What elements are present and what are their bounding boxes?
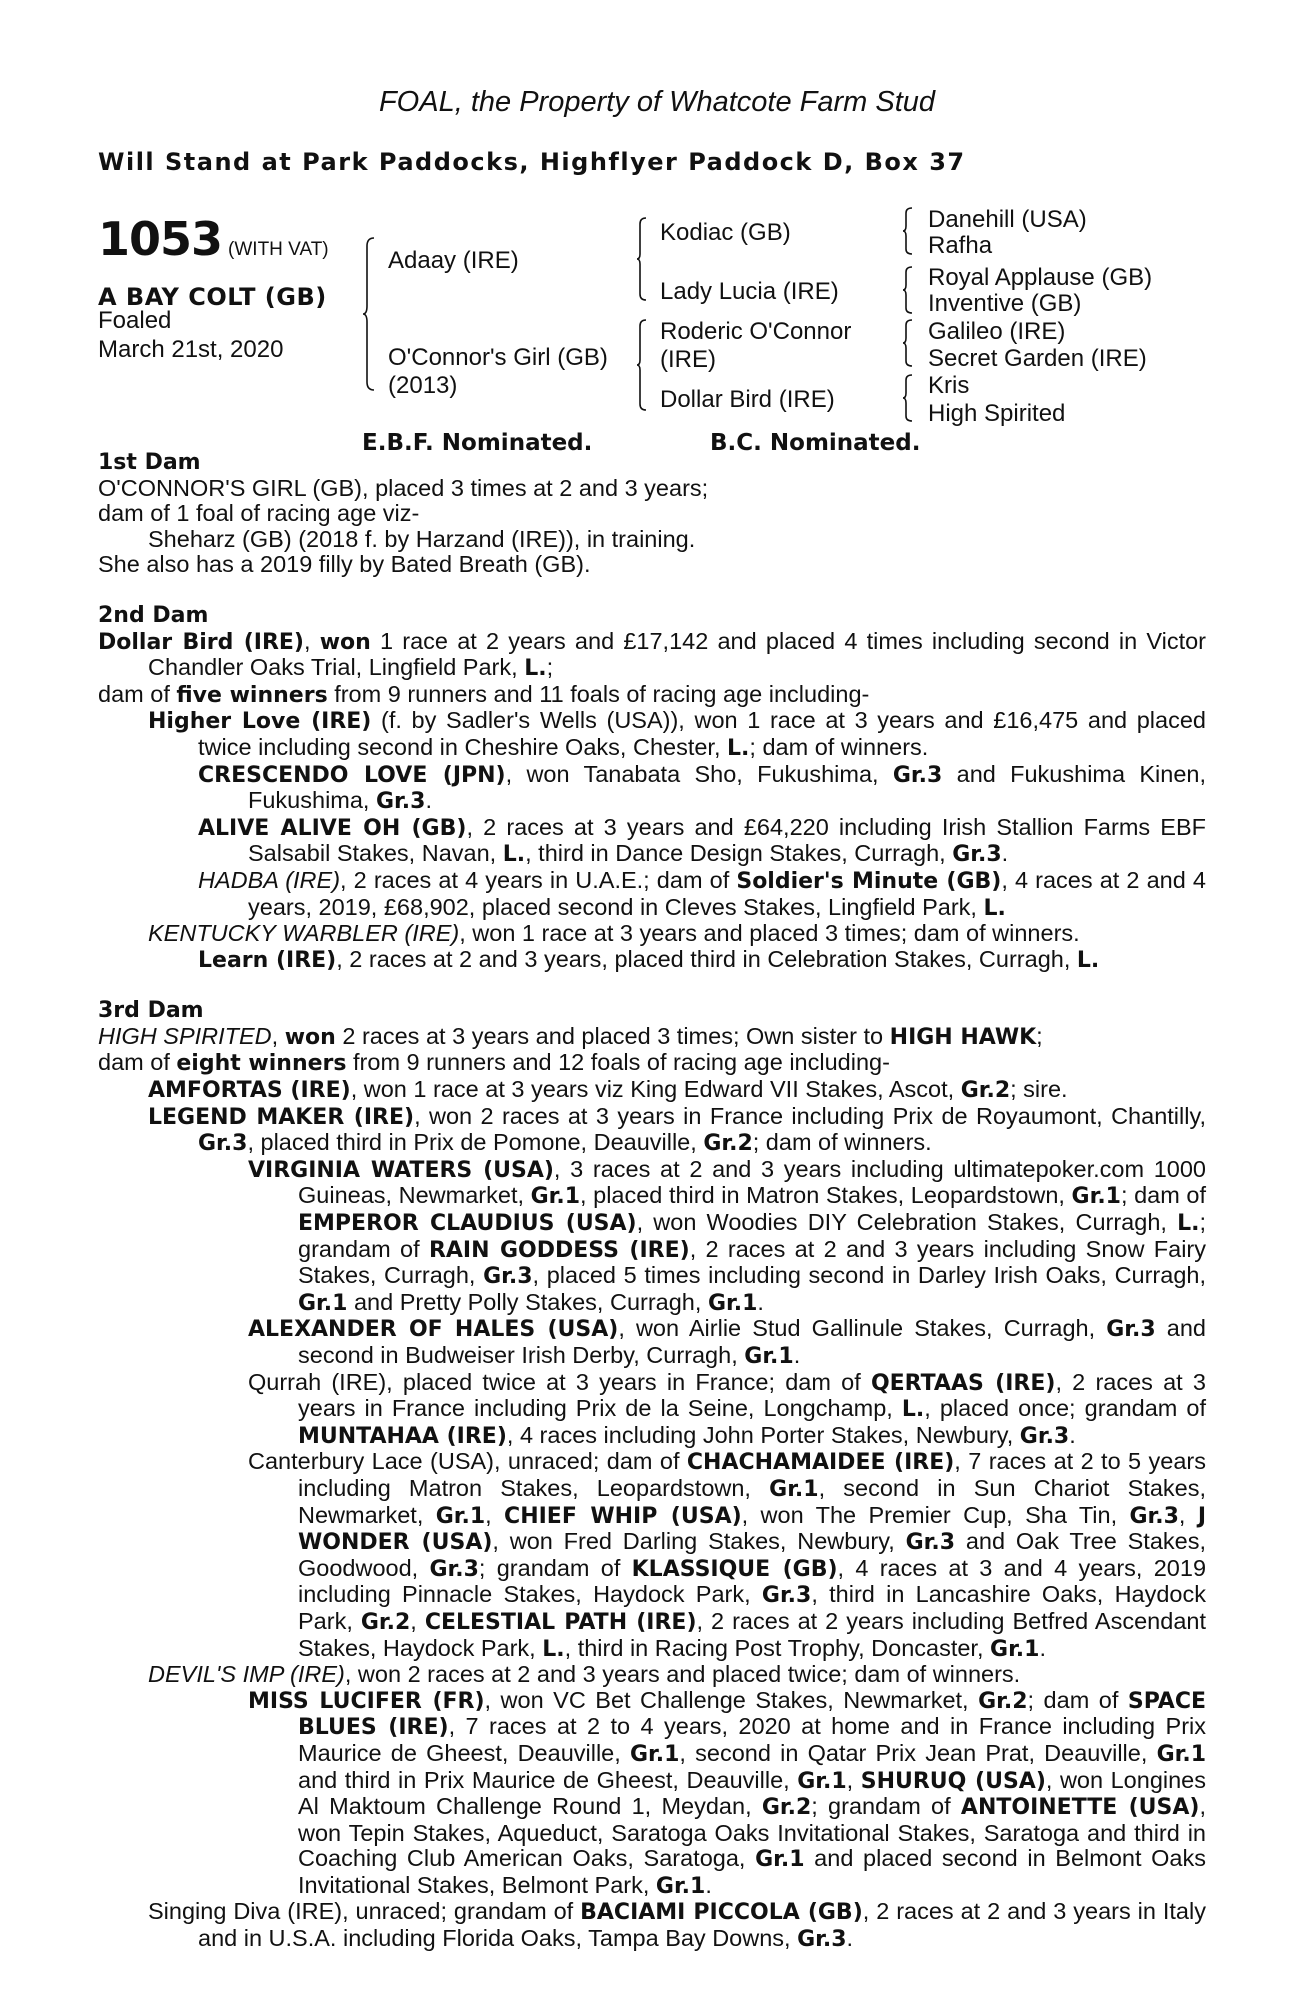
first-dam-heading: 1st Dam [98,450,201,475]
grandsire-4: Kris [928,372,970,399]
third-dam-entry: HIGH SPIRITED, won 2 races at 3 years and placed 3 times; Own sister to HIGH HAWK; [98,1022,1043,1050]
produce-entry: CRESCENDO LOVE (JPN), won Tanabata Sho, Fukushima, Gr.3 and Fukushima Kinen, Fukushima, Gr.3. [198,760,1207,815]
third-dam-heading: 3rd Dam [98,998,204,1024]
grandsire-2: Royal Applause (GB) [928,264,1153,291]
ebf-nominated: E.B.F. Nominated. [362,430,593,456]
pedigree-brace-g1 [902,206,914,256]
pedigree-brace-sire [636,216,648,302]
second-dam-summary: dam of five winners from 9 runners and 11 foals of racing age including- [98,680,870,708]
stand-location: Will Stand at Park Paddocks, Highflyer Paddock D, Box 37 [98,148,966,176]
pedigree-brace-main [362,236,376,392]
lot-description: A BAY COLT (GB) [98,283,327,311]
first-dam-line: O'CONNOR'S GIRL (GB), placed 3 times at 2 and 3 years; [98,474,709,501]
produce-entry: MISS LUCIFER (FR), won VC Bet Challenge Stakes, Newmarket, Gr.2; dam of SPACE BLUES (IRE), 7 races at 2 to 4 years, 2020 at home and in France including Prix Maurice de Gheest, Deauville, Gr.1, second in Qatar Prix Jean Prat, Deauville, Gr.1 and third in Prix Maurice de Gheest, Deauville, Gr.1, SHURUQ (USA), won Longines Al Maktoum Challenge Round 1, Meydan, Gr.2; grandam of ANTOINETTE (USA), won Tepin Stakes, Aqueduct, Saratoga Oaks Invitational Stakes, Saratoga and third in Coaching Club American Oaks, Saratoga, Gr.1 and placed second in Belmont Oaks Invitational Stakes, Belmont Park, Gr.1. [248,1686,1207,1899]
produce-entry: Higher Love (IRE) (f. by Sadler's Wells (USA)), won 1 race at 3 years and £16,475 and placed twice including second in Cheshire Oaks, Chester, L.; dam of winners. [148,707,1206,761]
sire: Adaay (IRE) [388,247,519,274]
first-dam-foal: Sheharz (GB) (2018 f. by Harzand (IRE)), in training. [148,525,696,552]
lot-header [98,212,329,266]
dam-name: O'Connor's Girl (GB) [388,344,608,371]
produce-entry: HADBA (IRE), 2 races at 4 years in U.A.E.; dam of Soldier's Minute (GB), 4 races at 2 and 4 years, 2019, £68,902, placed second in Cleves Stakes, Lingfield Park, L. [198,866,1206,921]
pedigree-brace-dam [636,318,648,412]
grandsire-1: Danehill (USA) [928,206,1087,233]
dam-year: (2013) [388,372,458,399]
granddam-3: Secret Garden (IRE) [928,345,1147,372]
foaled-label: Foaled [98,307,172,334]
foaled-date: March 21st, 2020 [98,336,284,363]
produce-record [98,450,1206,1953]
produce-entry: Singing Diva (IRE), unraced; grandam of BACIAMI PICCOLA (GB), 2 races at 2 and 3 years in Italy and in U.S.A. including Florida Oaks, Tampa Bay Downs, Gr.3. [148,1898,1206,1953]
produce-entry: LEGEND MAKER (IRE), won 2 races at 3 years in France including Prix de Royaumont, Chantilly, Gr.3, placed third in Prix de Pomone, Deauville, Gr.2; dam of winners. [148,1102,1206,1157]
granddam-4: High Spirited [928,400,1066,427]
bc-nominated: B.C. Nominated. [710,430,921,456]
produce-entry: KENTUCKY WARBLER (IRE), won 1 race at 3 years and placed 3 times; dam of winners. [148,920,1080,947]
produce-entry: VIRGINIA WATERS (USA), 3 races at 2 and 3 years including ultimatepoker.com 1000 Guineas, Newmarket, Gr.1, placed third in Matron Stakes, Leopardstown, Gr.1; dam of EMPEROR CLAUDIUS (USA), won Woodies DIY Celebration Stakes, Curragh, L.; grandam of RAIN GODDESS (IRE), 2 races at 2 and 3 years including Snow Fairy Stakes, Curragh, Gr.3, placed 5 times including second in Darley Irish Oaks, Curragh, Gr.1 and Pretty Polly Stakes, Curragh, Gr.1. [248,1155,1206,1316]
granddam-2: Inventive (GB) [928,290,1082,317]
dam-sire-name: Roderic O'Connor [660,318,852,345]
first-dam-line: She also has a 2019 filly by Bated Breath (GB). [98,551,591,578]
produce-entry: Learn (IRE), 2 races at 2 and 3 years, placed third in Celebration Stakes, Curragh, L. [198,945,1100,973]
first-dam-line: dam of 1 foal of racing age viz- [98,500,420,527]
dam [388,344,608,400]
pedigree-brace-g4 [902,373,914,423]
produce-entry: Canterbury Lace (USA), unraced; dam of CHACHAMAIDEE (IRE), 7 races at 2 to 5 years including Matron Stakes, Leopardstown, Gr.1, second in Sun Chariot Stakes, Newmarket, Gr.1, CHIEF WHIP (USA), won The Premier Cup, Sha Tin, Gr.3, J WONDER (USA), won Fred Darling Stakes, Newbury, Gr.3 and Oak Tree Stakes, Goodwood, Gr.3; grandam of KLASSIQUE (GB), 4 races at 3 and 4 years, 2019 including Pinnacle Stakes, Haydock Park, Gr.3, third in Lancashire Oaks, Haydock Park, Gr.2, CELESTIAL PATH (IRE), 2 races at 2 years including Betfred Ascendant Stakes, Haydock Park, L., third in Racing Post Trophy, Doncaster, Gr.1. [248,1448,1207,1662]
granddam-1: Rafha [928,232,993,259]
second-dam-entry: Dollar Bird (IRE), won 1 race at 2 years and £17,142 and placed 4 times including second in Victor Chandler Oaks Trial, Lingfield Park, L.; [98,627,1206,682]
foaled-block [98,306,283,364]
pedigree-brace-g3 [902,318,914,368]
produce-entry: AMFORTAS (IRE), won 1 race at 3 years viz King Edward VII Stakes, Ascot, Gr.2; sire. [148,1076,1068,1104]
dam-sire [660,318,851,374]
produce-entry: DEVIL'S IMP (IRE), won 2 races at 2 and 3 years and placed twice; dam of winners. [148,1661,1021,1688]
produce-entry: ALEXANDER OF HALES (USA), won Airlie Stud Gallinule Stakes, Curragh, Gr.3 and second in Budweiser Irish Derby, Curragh, Gr.1. [248,1315,1206,1369]
dam-dam: Dollar Bird (IRE) [660,386,835,413]
second-dam-heading: 2nd Dam [98,602,209,628]
sire-dam: Lady Lucia (IRE) [660,278,839,305]
produce-entry: ALIVE ALIVE OH (GB), 2 races at 3 years and £64,220 including Irish Stallion Farms EBF Salsabil Stakes, Navan, L., third in Dance Design Stakes, Curragh, Gr.3. [198,813,1206,868]
produce-entry: Qurrah (IRE), placed twice at 3 years in France; dam of QERTAAS (IRE), 2 races at 3 years in France including Prix de la Seine, Longchamp, L., placed once; grandam of MUNTAHAA (IRE), 4 races including John Porter Stakes, Newbury, Gr.3. [248,1368,1207,1449]
sire-sire: Kodiac (GB) [660,219,791,246]
vat-note: (WITH VAT) [228,239,329,260]
lot-number: 1053 [98,212,223,266]
grandsire-3: Galileo (IRE) [928,318,1066,345]
catalogue-title: FOAL, the Property of Whatcote Farm Stud [378,86,936,118]
third-dam-summary: dam of eight winners from 9 runners and 12 foals of racing age including- [98,1049,890,1077]
dam-sire-origin: (IRE) [660,346,716,373]
pedigree-brace-g2 [902,265,914,315]
